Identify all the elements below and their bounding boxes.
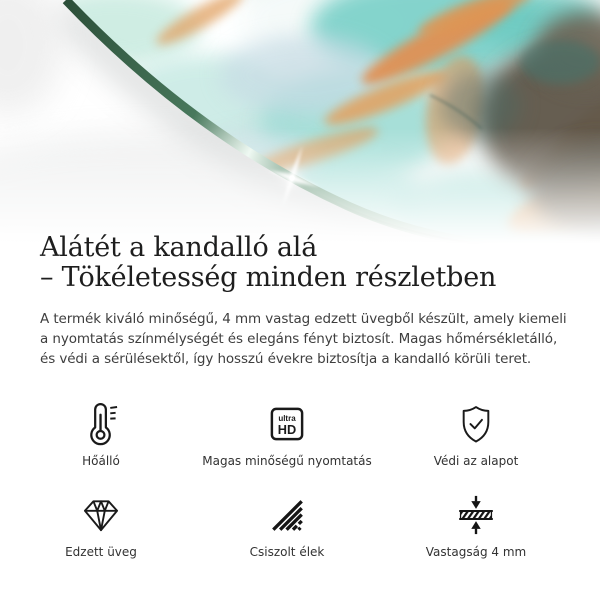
feature-label: Vastagság 4 mm <box>425 545 527 559</box>
feature-polished-edges <box>172 489 402 560</box>
feature-tempered-glass <box>30 489 172 560</box>
hd-label: HD <box>277 421 297 437</box>
title-line-1: Alátét a kandalló alá <box>40 232 318 263</box>
polished-edges-icon <box>271 489 304 541</box>
page-title <box>40 233 580 293</box>
feature-label: Védi az alapot <box>433 454 519 468</box>
feature-label: Csiszolt élek <box>249 545 325 559</box>
product-image <box>0 0 600 250</box>
feature-grid <box>30 398 572 560</box>
product-description: A termék kiváló minőségű, 4 mm vastag edzett üvegből készült, amely kiemeli a nyomtatás színmélységét és elegáns fényt biztosít. Magas hőmérsékletálló, és védi a sérülésektől, így hosszú évekre biztosítja a kandalló körüli teret. <box>40 311 567 367</box>
thermometer-icon <box>84 398 119 450</box>
shield-check-icon <box>459 398 493 450</box>
feature-label: Magas minőségű nyomtatás <box>202 454 372 468</box>
feature-print-quality <box>172 398 402 469</box>
diamond-icon <box>82 489 120 541</box>
feature-label: Hőálló <box>82 454 120 468</box>
thickness-icon <box>456 489 496 541</box>
ultra-label: ultra <box>278 414 296 424</box>
feature-heat-resistant <box>30 398 172 469</box>
ultra-hd-icon <box>270 398 304 450</box>
feature-protects-base <box>402 398 550 469</box>
title-line-2: – Tökéletesség minden részletben <box>40 262 497 293</box>
feature-thickness <box>402 489 550 560</box>
feature-label: Edzett üveg <box>65 545 137 559</box>
